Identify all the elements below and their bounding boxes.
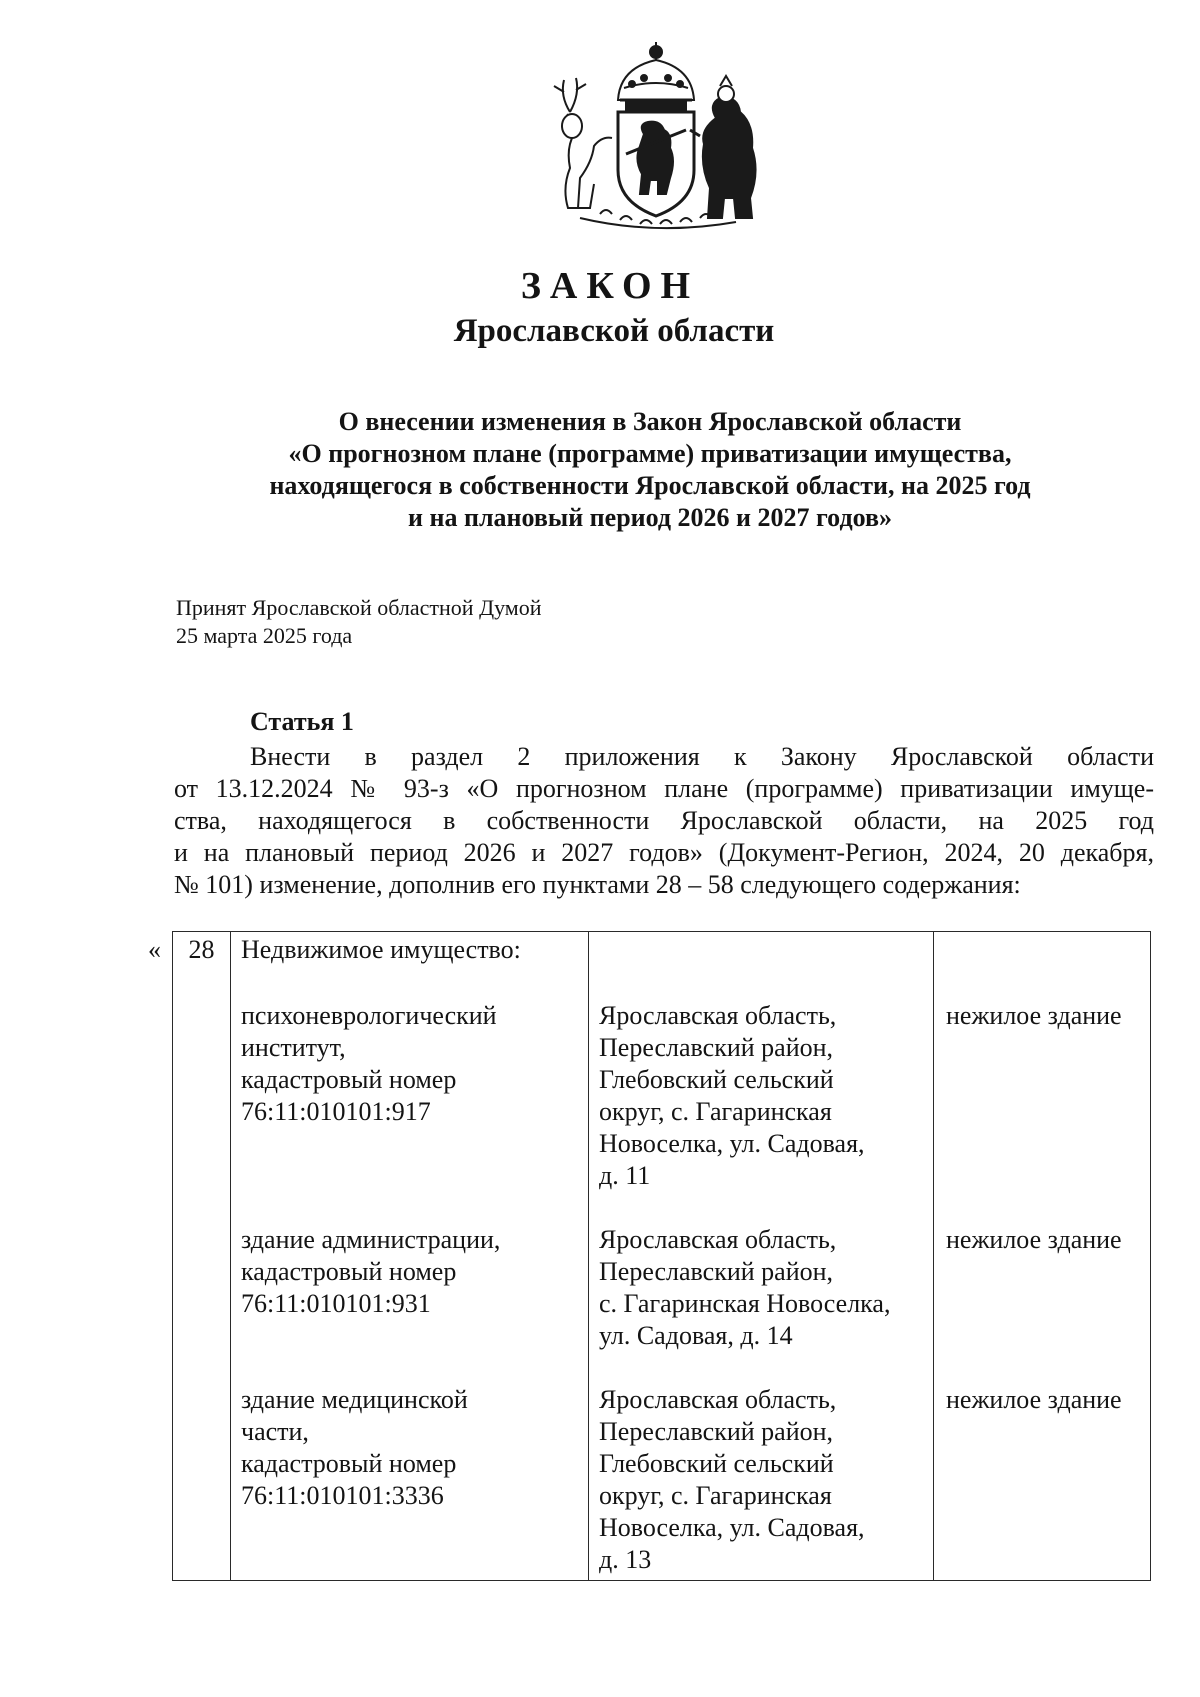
object-name: психоневрологический институт, кадастровый номер 76:11:010101:917 [241, 1001, 497, 1126]
subject-line: О внесении изменения в Закон Ярославской области [338, 407, 962, 436]
category-header: Недвижимое имущество: [241, 935, 521, 964]
coat-of-arms-emblem [540, 38, 772, 238]
document-region-heading: Ярославской области [453, 313, 775, 349]
object-type: нежилое здание [946, 1225, 1122, 1254]
adoption-date: 25 марта 2025 года [176, 623, 353, 648]
adoption-note [176, 594, 542, 650]
article-line: и на плановый период 2026 и 2027 годов» (Документ-Регион, 2024, 20 декабря, [174, 838, 1154, 867]
object-address: Ярославская область, Переславский район, Глебовский сельский округ, с. Гагаринская Новоселка, ул. Садовая, д. 13 [599, 1385, 865, 1574]
table-row [173, 932, 1151, 1581]
subject-line: находящегося в собственности Ярославской области, на 2025 год [269, 471, 1031, 500]
item-number: 28 [173, 932, 231, 1581]
subject-line: «О прогнозном плане (программе) приватизации имущества, [288, 439, 1012, 468]
subject-line: и на плановый период 2026 и 2027 годов» [408, 503, 892, 532]
object-name-cell [231, 932, 589, 1581]
object-type: нежилое здание [946, 1001, 1122, 1030]
article-line: Внести в раздел 2 приложения к Закону Ярославской области [250, 742, 1154, 771]
article-line: от 13.12.2024 № 93-з «О прогнозном плане (программе) приватизации имуще- [174, 774, 1154, 803]
object-address-cell [589, 932, 934, 1581]
article-line: ства, находящегося в собственности Ярославской области, на 2025 год [174, 806, 1154, 835]
object-address: Ярославская область, Переславский район, с. Гагаринская Новоселка, ул. Садовая, д. 14 [599, 1225, 891, 1350]
opening-quote: « [148, 935, 161, 964]
adoption-line: Принят Ярославской областной Думой [176, 595, 542, 620]
article-line: № 101) изменение, дополнив его пунктами 28 – 58 следующего содержания: [174, 870, 1021, 899]
object-name: здание администрации, кадастровый номер 76:11:010101:931 [241, 1225, 501, 1318]
privatization-items-table [172, 931, 1151, 1581]
law-subject-title [150, 406, 1150, 534]
document-type-heading: ЗАКОН [520, 265, 700, 307]
article-title: Статья 1 [250, 707, 354, 736]
object-address: Ярославская область, Переславский район, Глебовский сельский округ, с. Гагаринская Новоселка, ул. Садовая, д. 11 [599, 1001, 865, 1190]
object-type: нежилое здание [946, 1385, 1122, 1414]
object-name: здание медицинской части, кадастровый номер 76:11:010101:3336 [241, 1385, 468, 1510]
object-type-cell [934, 932, 1151, 1581]
article-body [174, 741, 1154, 901]
